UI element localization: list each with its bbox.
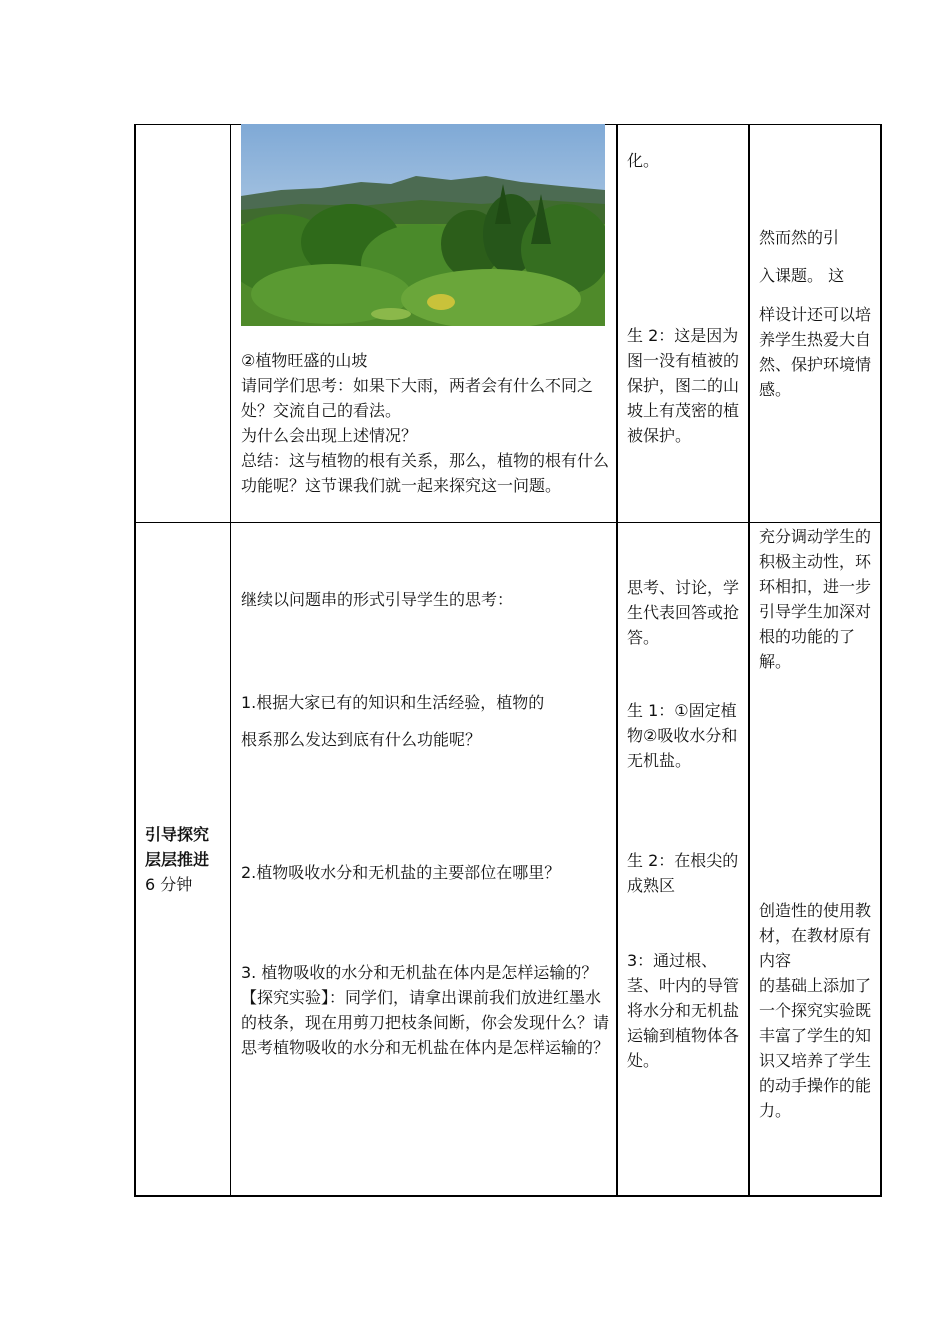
student-text: 化。: [627, 151, 660, 170]
row1-student-answer: [627, 323, 739, 448]
row2-question-3: [241, 960, 609, 1060]
question-1a: 1.根据大家已有的知识和生活经验，植物的: [241, 693, 545, 712]
row2-student-3: [627, 948, 739, 1073]
question-3: 3. 植物吸收的水分和无机盐在体内是怎样运输的？: [241, 963, 598, 982]
stage-title: 层层推进: [145, 850, 210, 869]
question-1b: 根系那么发达到底有什么功能呢？: [241, 730, 482, 749]
row2-intro: [241, 587, 609, 612]
hillside-photo: [241, 124, 605, 326]
stage-title: 引导探究: [145, 825, 210, 844]
student-answer-1: 生 1：①固定植物②吸收水分和无机盐。: [627, 701, 738, 770]
border-left: [134, 124, 136, 1197]
question-line: 为什么会出现上述情况？: [241, 426, 418, 445]
intent-paragraph: 的基础上添加了一个探究实验既丰富了学生的知识又培养了学生的动手操作的能力。: [759, 976, 872, 1120]
stage-duration: 6 分钟: [145, 875, 193, 894]
intent-paragraph: 创造性的使用教材，在教材原有内容: [759, 901, 872, 970]
student-answer-2: 生 2：这是因为图一没有植被的保护，图二的山坡上有茂密的植被保护。: [627, 326, 740, 445]
question-2: 2.植物吸收水分和无机盐的主要部位在哪里？: [241, 863, 561, 882]
row2-student-1: [627, 698, 739, 773]
student-think: 思考、讨论，学生代表回答或抢答。: [627, 578, 740, 647]
experiment-text: 【探究实验】：同学们，请拿出课前我们放进红墨水的枝条，现在用剪刀把枝条间断，你会发现什么？请思考植物吸收的水分和无机盐在体内是怎样运输的？: [241, 988, 610, 1057]
intro-line: 继续以问题串的形式引导学生的思考：: [241, 590, 514, 609]
row1-activity-cell: [241, 348, 609, 498]
row1-intent: [759, 226, 871, 402]
intent-line: 然而然的引: [759, 228, 840, 247]
photo-caption: ②植物旺盛的山坡: [241, 351, 368, 370]
intent-line: 入课题。 这: [759, 266, 845, 285]
summary-line: 总结：这与植物的根有关系，那么，植物的根有什么功能呢？这节课我们就一起来探究这一问题。: [241, 451, 610, 495]
border-right: [880, 124, 882, 1197]
row2-stage: [145, 822, 227, 897]
row2-student-2: [627, 848, 739, 898]
row2-intent-1: [759, 524, 871, 674]
student-answer-3: 3：通过根、茎、叶内的导管将水分和无机盐运输到植物体各处。: [627, 951, 740, 1070]
intent-line: 样设计还可以培养学生热爱大自然、保护环境情感。: [759, 305, 872, 399]
border-row-divider: [134, 522, 882, 523]
border-col1: [230, 124, 231, 1197]
row2-question-2: [241, 860, 609, 885]
question-line: 请同学们思考：如果下大雨，两者会有什么不同之处？交流自己的看法。: [241, 376, 594, 420]
border-col3: [748, 124, 750, 1197]
border-bottom: [134, 1195, 882, 1197]
row1-student-top: [627, 148, 739, 173]
row2-student-think: [627, 575, 739, 650]
intent-paragraph: 充分调动学生的积极主动性，环环相扣，进一步引导学生加深对根的功能的了解。: [759, 527, 872, 671]
row2-intent-2: [759, 898, 871, 1123]
border-col2: [616, 124, 618, 1197]
student-answer-2: 生 2：在根尖的成熟区: [627, 851, 739, 895]
row2-question-1: [241, 684, 609, 758]
